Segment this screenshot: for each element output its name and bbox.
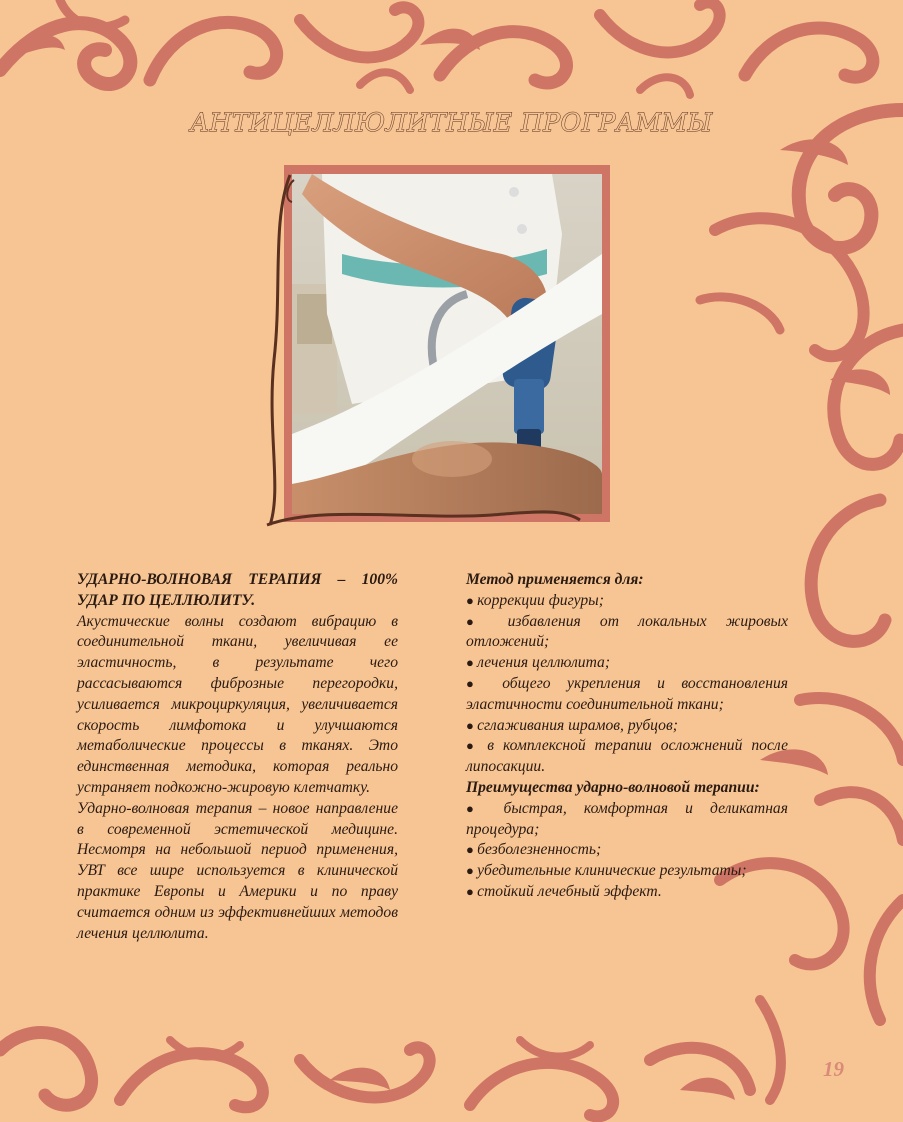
benefits-item: ● безболезненность; — [466, 840, 788, 861]
benefits-item: ● стойкий лечебный эффект. — [466, 882, 788, 903]
benefits-heading: Преимущества ударно-волновой терапии: — [466, 778, 760, 796]
uses-item: ● общего укрепления и восстановления эластичности соединительной ткани; — [466, 674, 788, 716]
uses-item: ● сглаживания шрамов, рубцов; — [466, 716, 788, 737]
benefits-item: ● быстрая, комфортная и деликатная процедура; — [466, 799, 788, 841]
uses-item: ● лечения целлюлита; — [466, 653, 788, 674]
page-title: АНТИЦЕЛЛЮЛИТНЫЕ ПРОГРАММЫ — [190, 108, 713, 137]
therapy-photo — [292, 174, 602, 514]
uses-item: ● избавления от локальных жировых отложений; — [466, 612, 788, 654]
page-number: 19 — [823, 1057, 844, 1081]
left-text-column — [77, 570, 398, 944]
uses-item: ● коррекции фигуры; — [466, 591, 788, 612]
uses-item: ● в комплексной терапии осложнений после липосакции. — [466, 736, 788, 778]
right-text-column — [466, 570, 788, 903]
therapy-heading: УДАРНО-ВОЛНОВАЯ ТЕРАПИЯ – 100% УДАР ПО ЦЕЛЛЮЛИТУ. — [77, 571, 398, 609]
description-paragraph-2: Ударно-волновая терапия – новое направление в современной эстетической медицине. Несмотря на небольшой период применения, УВТ все шире используется в клинической практике Европы и Америки и по праву считается одним из эффективнейших методов лечения целлюлита. — [77, 799, 398, 942]
benefits-item: ● убедительные клинические результаты; — [466, 861, 788, 882]
description-paragraph-1: Акустические волны создают вибрацию в соединительной ткани, увеличивая ее эластичность, в результате чего рассасываются фиброзные перегородки, усиливается микроциркуляция, увеличивается скорость лимфотока и улучшаются метаболические процессы в тканях. Это единственная методика, которая реально устраняет подкожно-жировую клетчатку. — [77, 612, 398, 796]
uses-heading: Метод применяется для: — [466, 571, 644, 588]
